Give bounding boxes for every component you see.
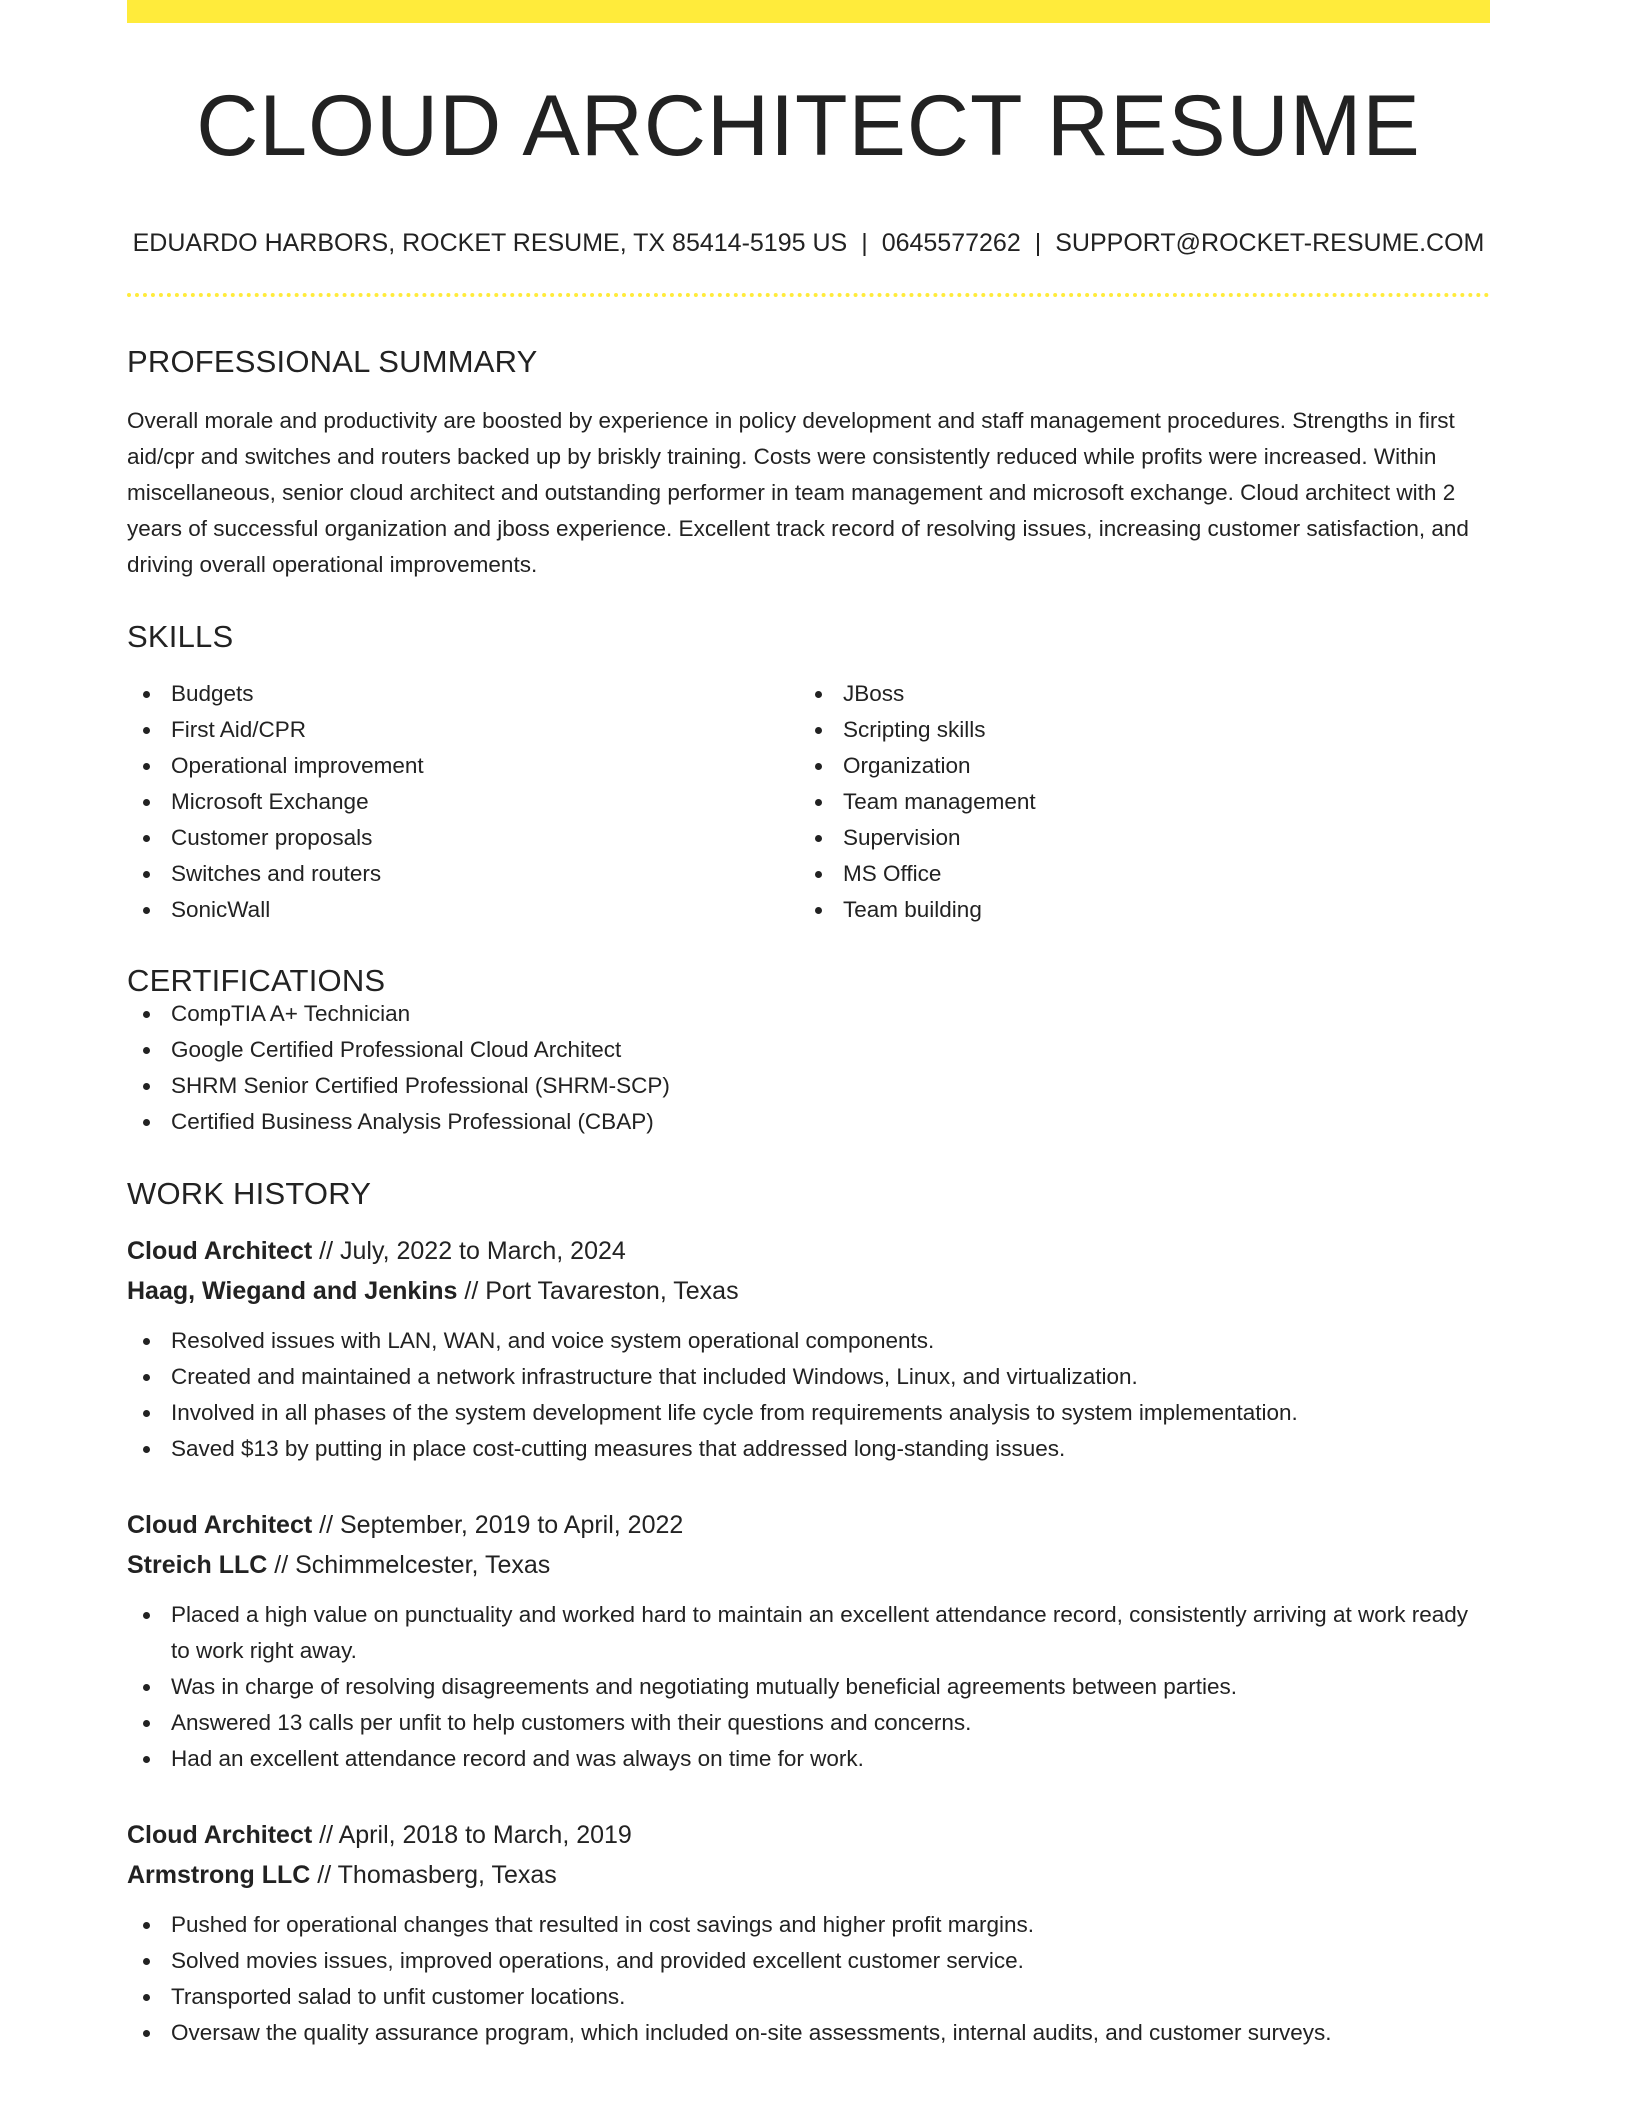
skill-item: Team management [799, 784, 1471, 820]
job-entry [127, 1231, 1490, 1467]
job-title-line [127, 1815, 1490, 1855]
job-bullet: Oversaw the quality assurance program, which included on-site assessments, internal audits, and customer surveys. [127, 2015, 1490, 2051]
job-entry [127, 1815, 1490, 2051]
summary-text: Overall morale and productivity are boosted by experience in policy development and staff management procedures. Strengths in first aid/cpr and switches and routers backed up by briskly training. Costs were consistently reduced while profits were increased. Within miscellaneous, senior cloud architect and outstanding performer in team management and microsoft exchange. Cloud architect with 2 years of successful organization and jboss experience. Excellent track record of resolving issues, increasing customer satisfaction, and driving overall operational improvements. [127, 408, 1469, 577]
contact-address: EDUARDO HARBORS, ROCKET RESUME, TX 85414-5195 US [132, 229, 848, 257]
company-name: Haag, Wiegand and Jenkins [127, 1277, 458, 1305]
job-title: Cloud Architect [127, 1237, 313, 1265]
job-dates: // April, 2018 to March, 2019 [312, 1821, 632, 1849]
skills-list-left [127, 676, 799, 928]
skills-columns [127, 676, 1490, 928]
skill-item: First Aid/CPR [127, 712, 799, 748]
skill-item: Operational improvement [127, 748, 799, 784]
job-bullet: Was in charge of resolving disagreements and negotiating mutually beneficial agreements between parties. [127, 1669, 1490, 1705]
contact-line [127, 231, 1490, 256]
work-history-heading: WORK HISTORY [127, 1176, 372, 1211]
dotted-divider [127, 293, 1490, 297]
job-bullets [127, 1907, 1490, 2051]
job-dates: // September, 2019 to April, 2022 [312, 1511, 684, 1539]
skill-item: Budgets [127, 676, 799, 712]
job-bullet: Resolved issues with LAN, WAN, and voice system operational components. [127, 1323, 1490, 1359]
job-bullet: Saved $13 by putting in place cost-cutting measures that addressed long-standing issues. [127, 1431, 1490, 1467]
certification-item: Certified Business Analysis Professional (CBAP) [127, 1104, 1490, 1140]
job-bullet: Pushed for operational changes that resulted in cost savings and higher profit margins. [127, 1907, 1490, 1943]
skill-item: Organization [799, 748, 1471, 784]
job-bullet: Placed a high value on punctuality and worked hard to maintain an excellent attendance record, consistently arriving at work ready to work right away. [127, 1597, 1490, 1669]
skill-item: JBoss [799, 676, 1471, 712]
summary-heading: PROFESSIONAL SUMMARY [127, 344, 538, 379]
certifications-list [127, 996, 1490, 1140]
resume-title: CLOUD ARCHITECT RESUME [196, 78, 1421, 174]
job-entry [127, 1505, 1490, 1777]
job-bullets [127, 1597, 1490, 1777]
contact-phone: 0645577262 [881, 229, 1021, 257]
job-bullet: Transported salad to unfit customer locations. [127, 1979, 1490, 2015]
job-dates: // July, 2022 to March, 2024 [312, 1237, 626, 1265]
job-bullet: Created and maintained a network infrastructure that included Windows, Linux, and virtualization. [127, 1359, 1490, 1395]
company-line [127, 1855, 1490, 1895]
company-location: // Thomasberg, Texas [310, 1861, 557, 1889]
job-bullet: Solved movies issues, improved operations, and provided excellent customer service. [127, 1943, 1490, 1979]
job-bullet: Involved in all phases of the system development life cycle from requirements analysis to system implementation. [127, 1395, 1490, 1431]
skills-heading: SKILLS [127, 619, 234, 654]
company-line [127, 1271, 1490, 1311]
company-name: Streich LLC [127, 1551, 268, 1579]
contact-email: SUPPORT@ROCKET-RESUME.COM [1055, 229, 1485, 257]
job-bullets [127, 1323, 1490, 1467]
job-title: Cloud Architect [127, 1511, 313, 1539]
certification-item: SHRM Senior Certified Professional (SHRM-SCP) [127, 1068, 1490, 1104]
certifications-heading: CERTIFICATIONS [127, 963, 386, 998]
skill-item: SonicWall [127, 892, 799, 928]
skill-item: Switches and routers [127, 856, 799, 892]
contact-separator: | [1034, 229, 1042, 257]
job-bullet: Answered 13 calls per unfit to help customers with their questions and concerns. [127, 1705, 1490, 1741]
company-line [127, 1545, 1490, 1585]
skill-item: Team building [799, 892, 1471, 928]
skills-list-right [799, 676, 1471, 928]
skill-item: Scripting skills [799, 712, 1471, 748]
contact-separator: | [861, 229, 868, 257]
company-location: // Port Tavareston, Texas [457, 1277, 739, 1305]
certification-item: Google Certified Professional Cloud Architect [127, 1032, 1490, 1068]
job-title-line [127, 1505, 1490, 1545]
job-bullet: Had an excellent attendance record and was always on time for work. [127, 1741, 1490, 1777]
skill-item: MS Office [799, 856, 1471, 892]
company-name: Armstrong LLC [127, 1861, 311, 1889]
job-title-line [127, 1231, 1490, 1271]
job-title: Cloud Architect [127, 1821, 313, 1849]
resume-page [127, 0, 1490, 2051]
skill-item: Customer proposals [127, 820, 799, 856]
company-location: // Schimmelcester, Texas [267, 1551, 551, 1579]
skill-item: Supervision [799, 820, 1471, 856]
accent-bar [127, 0, 1490, 23]
skill-item: Microsoft Exchange [127, 784, 799, 820]
certification-item: CompTIA A+ Technician [127, 996, 1490, 1032]
